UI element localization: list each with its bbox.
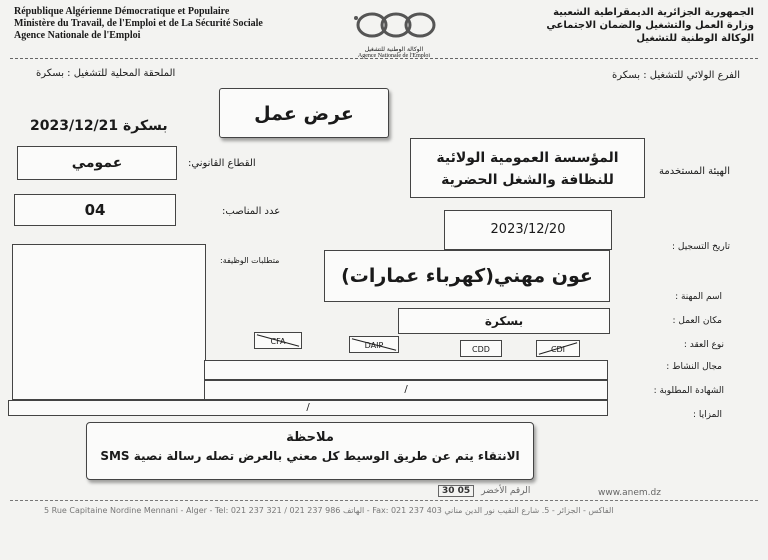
positions-label: عدد المناصب:: [222, 206, 281, 217]
employer-label: الهيئة المستخدمة: [659, 166, 730, 177]
profession-value: عون مهني(كهرباء عمارات): [341, 265, 593, 287]
anem-logo-icon: [344, 8, 444, 42]
contract-cfa[interactable]: [254, 332, 302, 349]
anem-logo: [344, 8, 444, 60]
website[interactable]: www.anem.dz: [598, 488, 661, 498]
profession-box: [324, 250, 610, 302]
qualification-row: [204, 380, 608, 400]
employer-value: المؤسسة العمومية الولائية للنظافة والشغل الحضرية: [436, 150, 619, 188]
header-fr-line: Ministère du Travail, de l'Emploi et de La Sécurité Sociale: [14, 18, 263, 29]
qualification-label: الشهادة المطلوبة :: [653, 386, 724, 396]
logo-french: Agence Nationale de l'Emploi: [357, 53, 431, 59]
requirements-label: متطلبات الوظيفة:: [220, 256, 280, 265]
wilaya-agency: الفرع الولائي للتشغيل : بسكرة: [612, 70, 740, 81]
contract-cdd-label: CDD: [472, 345, 490, 354]
offer-title-box: [219, 88, 389, 138]
registration-date-box: [444, 210, 612, 250]
logo-arabic: الوكالة الوطنية للتشغيل: [364, 46, 424, 53]
positions-value: 04: [84, 201, 106, 219]
header-arabic: [546, 6, 754, 45]
note-title: ملاحظة: [286, 430, 334, 445]
positions-box: [14, 194, 176, 226]
registration-date-label: تاريخ التسجيل :: [672, 242, 730, 252]
note-box: [86, 422, 534, 480]
footer-address: 5 Rue Capitaine Nordine Mennani - Alger - Tel: 021 237 321 / 021 237 986 الهاتف - Fax: 021 237 403 الفاكس - الجزائر - 5. شارع النقيب نور الدين مناني: [44, 506, 614, 515]
contract-daip-label: DAIP: [364, 341, 384, 350]
benefits-row: [8, 400, 608, 416]
contract-label: نوع العقد :: [683, 340, 724, 350]
contract-cdd[interactable]: [460, 340, 502, 357]
activity-row: [204, 360, 608, 380]
contract-cdi-label: CDI: [550, 345, 566, 354]
header-french: [14, 6, 263, 42]
strike-icon: [255, 333, 301, 348]
green-number: [438, 486, 530, 500]
legal-sector-value: عمومي: [71, 155, 123, 171]
contract-daip[interactable]: [349, 336, 399, 353]
footer-divider: [10, 500, 758, 501]
workplace-label: مكان العمل :: [672, 316, 722, 326]
header-fr-line: République Algérienne Démocratique et Populaire: [14, 6, 230, 17]
green-number-label: الرقم الأخضر: [481, 486, 531, 496]
note-text: الانتقاء يتم عن طريق الوسيط كل معني بالعرض تصله رسالة نصية SMS: [100, 449, 520, 463]
requirements-box: [12, 244, 206, 400]
workplace-box: [398, 308, 610, 334]
header-ar-line: الوكالة الوطنية للتشغيل: [636, 33, 754, 44]
header-ar-line: وزارة العمل والتشغيل والضمان الاجتماعي: [546, 20, 754, 31]
local-agency: الملحقة المحلية للتشغيل : بسكرة: [36, 68, 176, 79]
header-fr-line: Agence Nationale de l'Emploi: [14, 30, 141, 41]
benefits-label: المزايا :: [692, 410, 722, 420]
green-number-value: 30 05: [438, 485, 474, 497]
contract-cdi[interactable]: [536, 340, 580, 357]
contract-cfa-label: CFA: [270, 337, 286, 346]
strike-icon: [537, 341, 579, 356]
employer-box: [410, 138, 645, 198]
qualification-value: /: [404, 384, 408, 395]
header-ar-line: الجمهورية الجزائرية الديمقراطية الشعبية: [553, 7, 754, 18]
legal-sector-box: [17, 146, 177, 180]
registration-date-value: 2023/12/20: [490, 222, 566, 237]
strike-icon: [350, 337, 398, 352]
legal-sector-label: القطاع القانوني:: [188, 158, 256, 169]
date-place: بسكرة 2023/12/21: [30, 118, 168, 134]
offer-title: عرض عمل: [254, 103, 354, 125]
profession-label: اسم المهنة :: [675, 292, 722, 302]
workplace-value: بسكرة: [484, 314, 524, 328]
header-divider: [10, 58, 758, 59]
activity-label: مجال النشاط :: [666, 362, 722, 372]
benefits-value: /: [306, 402, 310, 413]
